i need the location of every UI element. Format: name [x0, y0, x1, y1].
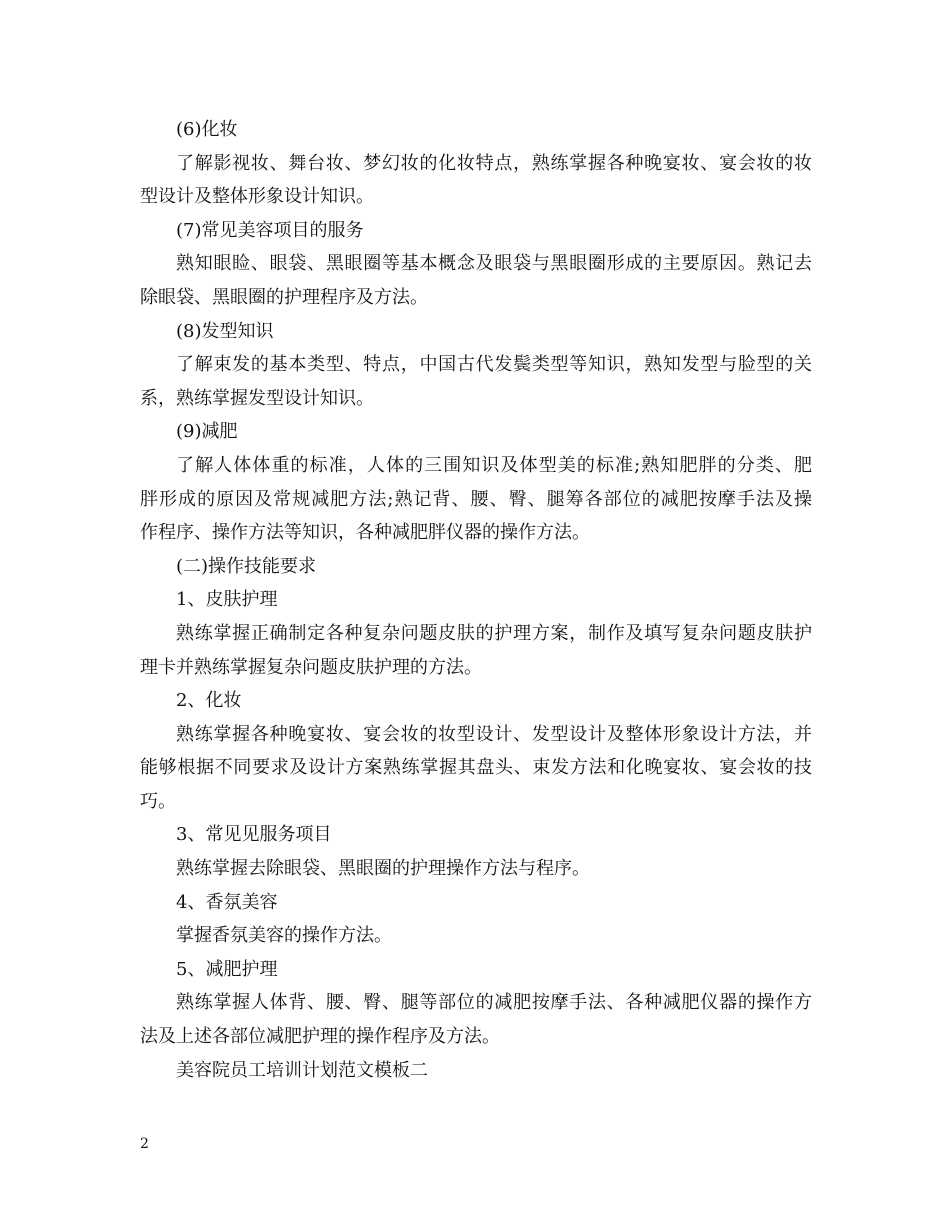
- document-line: 3、常见见服务项目: [176, 824, 332, 846]
- document-line: 型设计及整体形象设计知识。: [140, 186, 374, 208]
- document-line: 掌握香氛美容的操作方法。: [176, 925, 392, 947]
- document-line: 了解影视妆、舞台妆、梦幻妆的化妆特点，熟练掌握各种晚宴妆、宴会妆的妆: [176, 152, 812, 174]
- document-line: 熟知眼睑、眼袋、黑眼圈等基本概念及眼袋与黑眼圈形成的主要原因。熟记去: [176, 253, 812, 275]
- document-line: 胖形成的原因及常规减肥方法;熟记背、腰、臀、腿筹各部位的减肥按摩手法及操: [140, 488, 812, 510]
- document-line: 巧。: [140, 790, 176, 812]
- document-line: (7)常见美容项目的服务: [176, 219, 364, 241]
- document-line: 除眼袋、黑眼圈的护理程序及方法。: [140, 286, 428, 308]
- document-line: 理卡并熟练掌握复杂问题皮肤护理的方法。: [140, 656, 482, 678]
- document-line: (二)操作技能要求: [176, 555, 317, 577]
- document-line: 熟练掌握正确制定各种复杂问题皮肤的护理方案，制作及填写复杂问题皮肤护: [176, 622, 812, 644]
- document-line: (8)发型知识: [176, 320, 274, 342]
- document-line: 熟练掌握各种晚宴妆、宴会妆的妆型设计、发型设计及整体形象设计方法，并: [176, 723, 812, 745]
- page-number: 2: [140, 1136, 149, 1152]
- document-line: 作程序、操作方法等知识，各种减肥胖仪器的操作方法。: [140, 522, 590, 544]
- document-line: (6)化妆: [176, 119, 238, 140]
- document-body: [140, 113, 812, 1087]
- document-line: 4、香氛美容: [176, 891, 278, 913]
- document-line: 了解人体体重的标准，人体的三围知识及体型美的标准;熟知肥胖的分类、肥: [176, 454, 812, 476]
- document-line: 1、皮肤护理: [176, 589, 278, 611]
- document-line: 2、化妆: [176, 690, 242, 712]
- document-line: 系，熟练掌握发型设计知识。: [140, 387, 374, 409]
- document-line: 美容院员工培训计划范文模板二: [176, 1059, 428, 1081]
- document-line: 法及上述各部位减肥护理的操作程序及方法。: [140, 1026, 500, 1048]
- document-line: 熟练掌握人体背、腰、臀、腿等部位的减肥按摩手法、各种减肥仪器的操作方: [176, 992, 812, 1014]
- document-line: (9)减肥: [176, 421, 238, 443]
- document-line: 了解束发的基本类型、特点，中国古代发鬓类型等知识，熟知发型与脸型的关: [176, 354, 812, 376]
- document-line: 能够根据不同要求及设计方案熟练掌握其盘头、束发方法和化晚宴妆、宴会妆的技: [140, 757, 812, 779]
- document-line: 5、减肥护理: [176, 958, 278, 980]
- document-line: 熟练掌握去除眼袋、黑眼圈的护理操作方法与程序。: [176, 858, 590, 880]
